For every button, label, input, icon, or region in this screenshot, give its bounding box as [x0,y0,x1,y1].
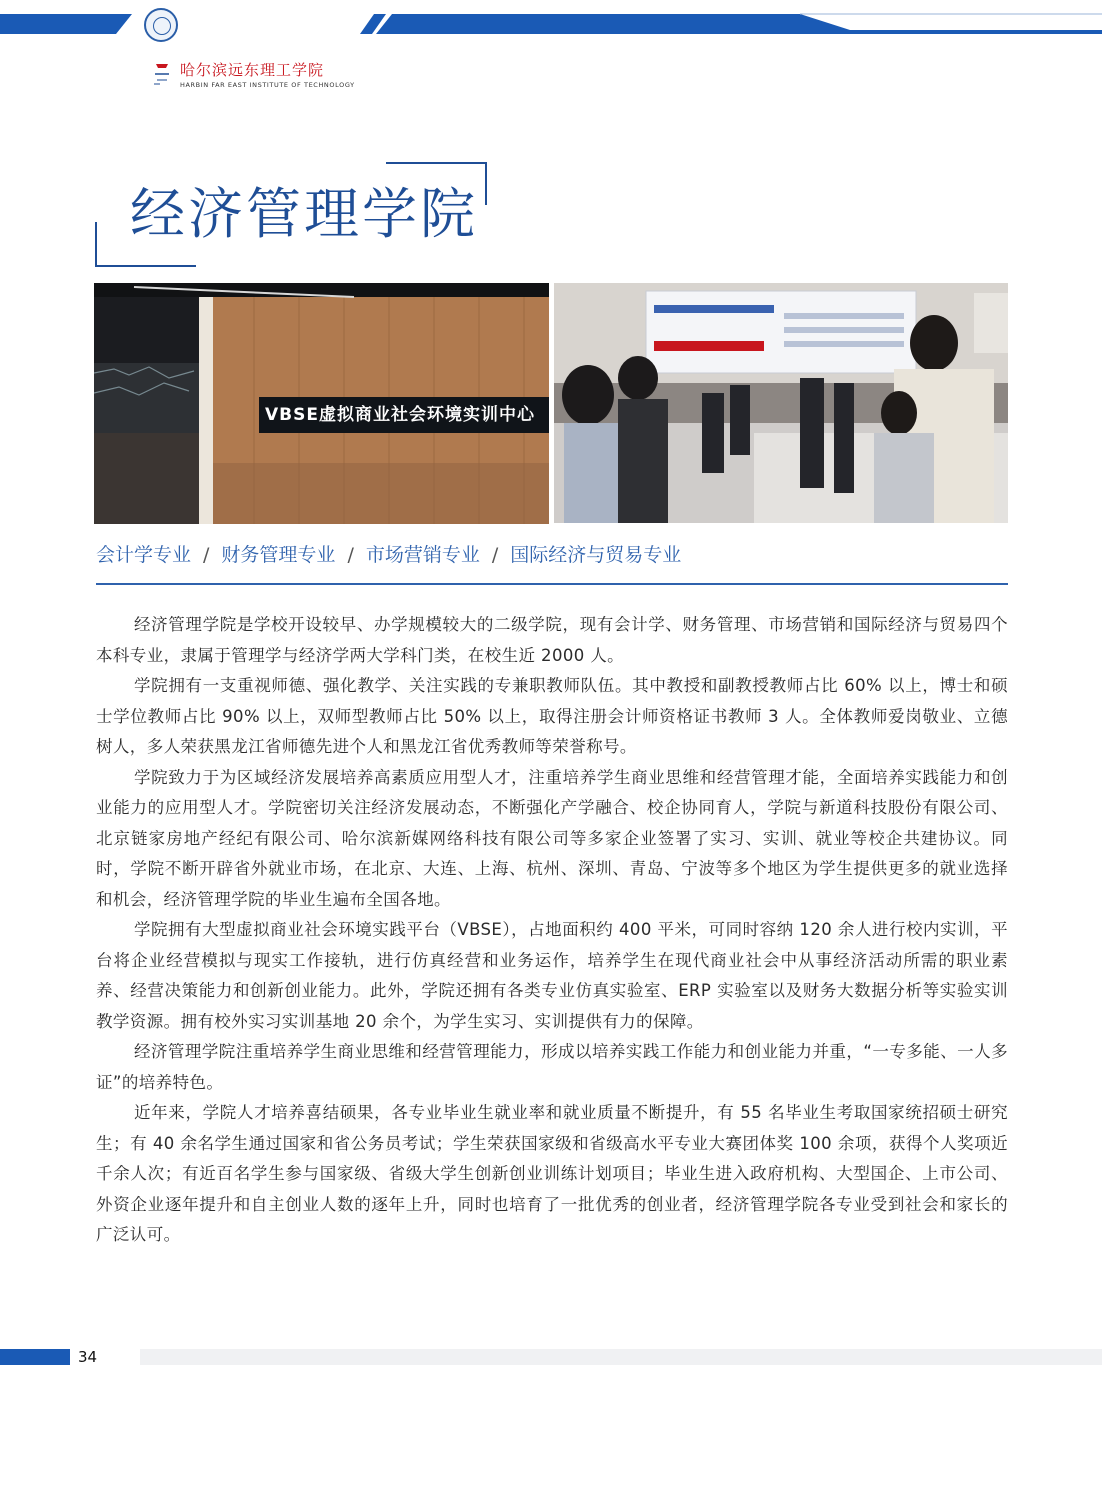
major-separator: / [203,544,210,566]
body-text [96,610,1008,1251]
students-lab-photo [554,283,1008,523]
page-title: 经济管理学院 [130,182,479,246]
divider [96,583,1008,585]
page-number: 34 [78,1348,98,1366]
paragraph: 学院拥有一支重视师德、强化教学、关注实践的专兼职教师队伍。其中教授和副教授教师占比 60% 以上，博士和硕士学位教师占比 90% 以上，双师型教师占比 50% 以上，取得注册会计师资格证书教师 3 人。全体教师爱岗敬业、立德树人，多人荣获黑龙江省师德先进个人和黑龙江省优秀教师等荣誉称号。 [96,676,1008,756]
school-name-en: HARBIN FAR EAST INSTITUTE OF TECHNOLOGY [180,81,355,89]
major-item: 市场营销专业 [365,544,480,566]
paragraph: 经济管理学院注重培养学生商业思维和经营管理能力，形成以培养实践工作能力和创业能力并重，“一专多能、一人多证”的培养特色。 [96,1042,1008,1092]
footer-accent-bar [0,1349,70,1365]
vbse-sign: VBSE虚拟商业社会环境实训中心 [259,397,549,433]
paragraph: 学院拥有大型虚拟商业社会环境实践平台（VBSE），占地面积约 400 平米，可同时容纳 120 余人进行校内实训，平台将企业经营模拟与现实工作接轨，进行仿真经营和业务运作，培养学生在现代商业社会中从事经济活动所需的职业素养、经营决策能力和创新创业能力。此外，学院还拥有各类专业仿真实验室、ERP 实验室以及财务大数据分析等实验实训教学资源。拥有校外实习实训基地 20 余个，为学生实习、实训提供有力的保障。 [96,920,1008,1031]
paragraph: 近年来，学院人才培养喜结硕果，各专业毕业生就业率和就业质量不断提升，有 55 名毕业生考取国家统招硕士研究生；有 40 余名学生通过国家和省公务员考试；学生荣获国家级和省级高水平专业大赛团体奖 100 余项，获得个人奖项近千余人次；有近百名学生参与国家级、省级大学生创新创业训练计划项目；毕业生进入政府机构、大型国企、上市公司、外资企业逐年提升和自主创业人数的逐年上升，同时也培育了一批优秀的创业者，经济管理学院各专业受到社会和家长的广泛认可。 [96,1103,1008,1244]
school-seal-icon [144,8,178,42]
training-center-photo [94,283,549,524]
school-emblem-icon [152,60,172,86]
major-item: 会计学专业 [96,544,192,566]
major-separator: / [491,544,499,566]
major-separator: / [347,544,354,566]
paragraph: 经济管理学院是学校开设较早、办学规模较大的二级学院，现有会计学、财务管理、市场营销和国际经济与贸易四个本科专业，隶属于管理学与经济学两大学科门类，在校生近 2000 人。 [96,615,1008,665]
footer-band [140,1349,1102,1365]
major-item: 财务管理专业 [221,544,336,566]
school-name-cn: 哈尔滨远东理工学院 [180,61,325,79]
majors-list [96,542,681,568]
paragraph: 学院致力于为区域经济发展培养高素质应用型人才，注重培养学生商业思维和经营管理才能，全面培养实践能力和创业能力的应用型人才。学院密切关注经济发展动态，不断强化产学融合、校企协同育人，学院与新道科技股份有限公司、北京链家房地产经纪有限公司、哈尔滨新媒网络科技有限公司等多家企业签署了实习、实训、就业等校企共建协议。同时，学院不断开辟省外就业市场，在北京、大连、上海、杭州、深圳、青岛、宁波等多个地区为学生提供更多的就业选择和机会，经济管理学院的毕业生遍布全国各地。 [96,767,1008,909]
major-item: 国际经济与贸易专业 [510,544,682,566]
